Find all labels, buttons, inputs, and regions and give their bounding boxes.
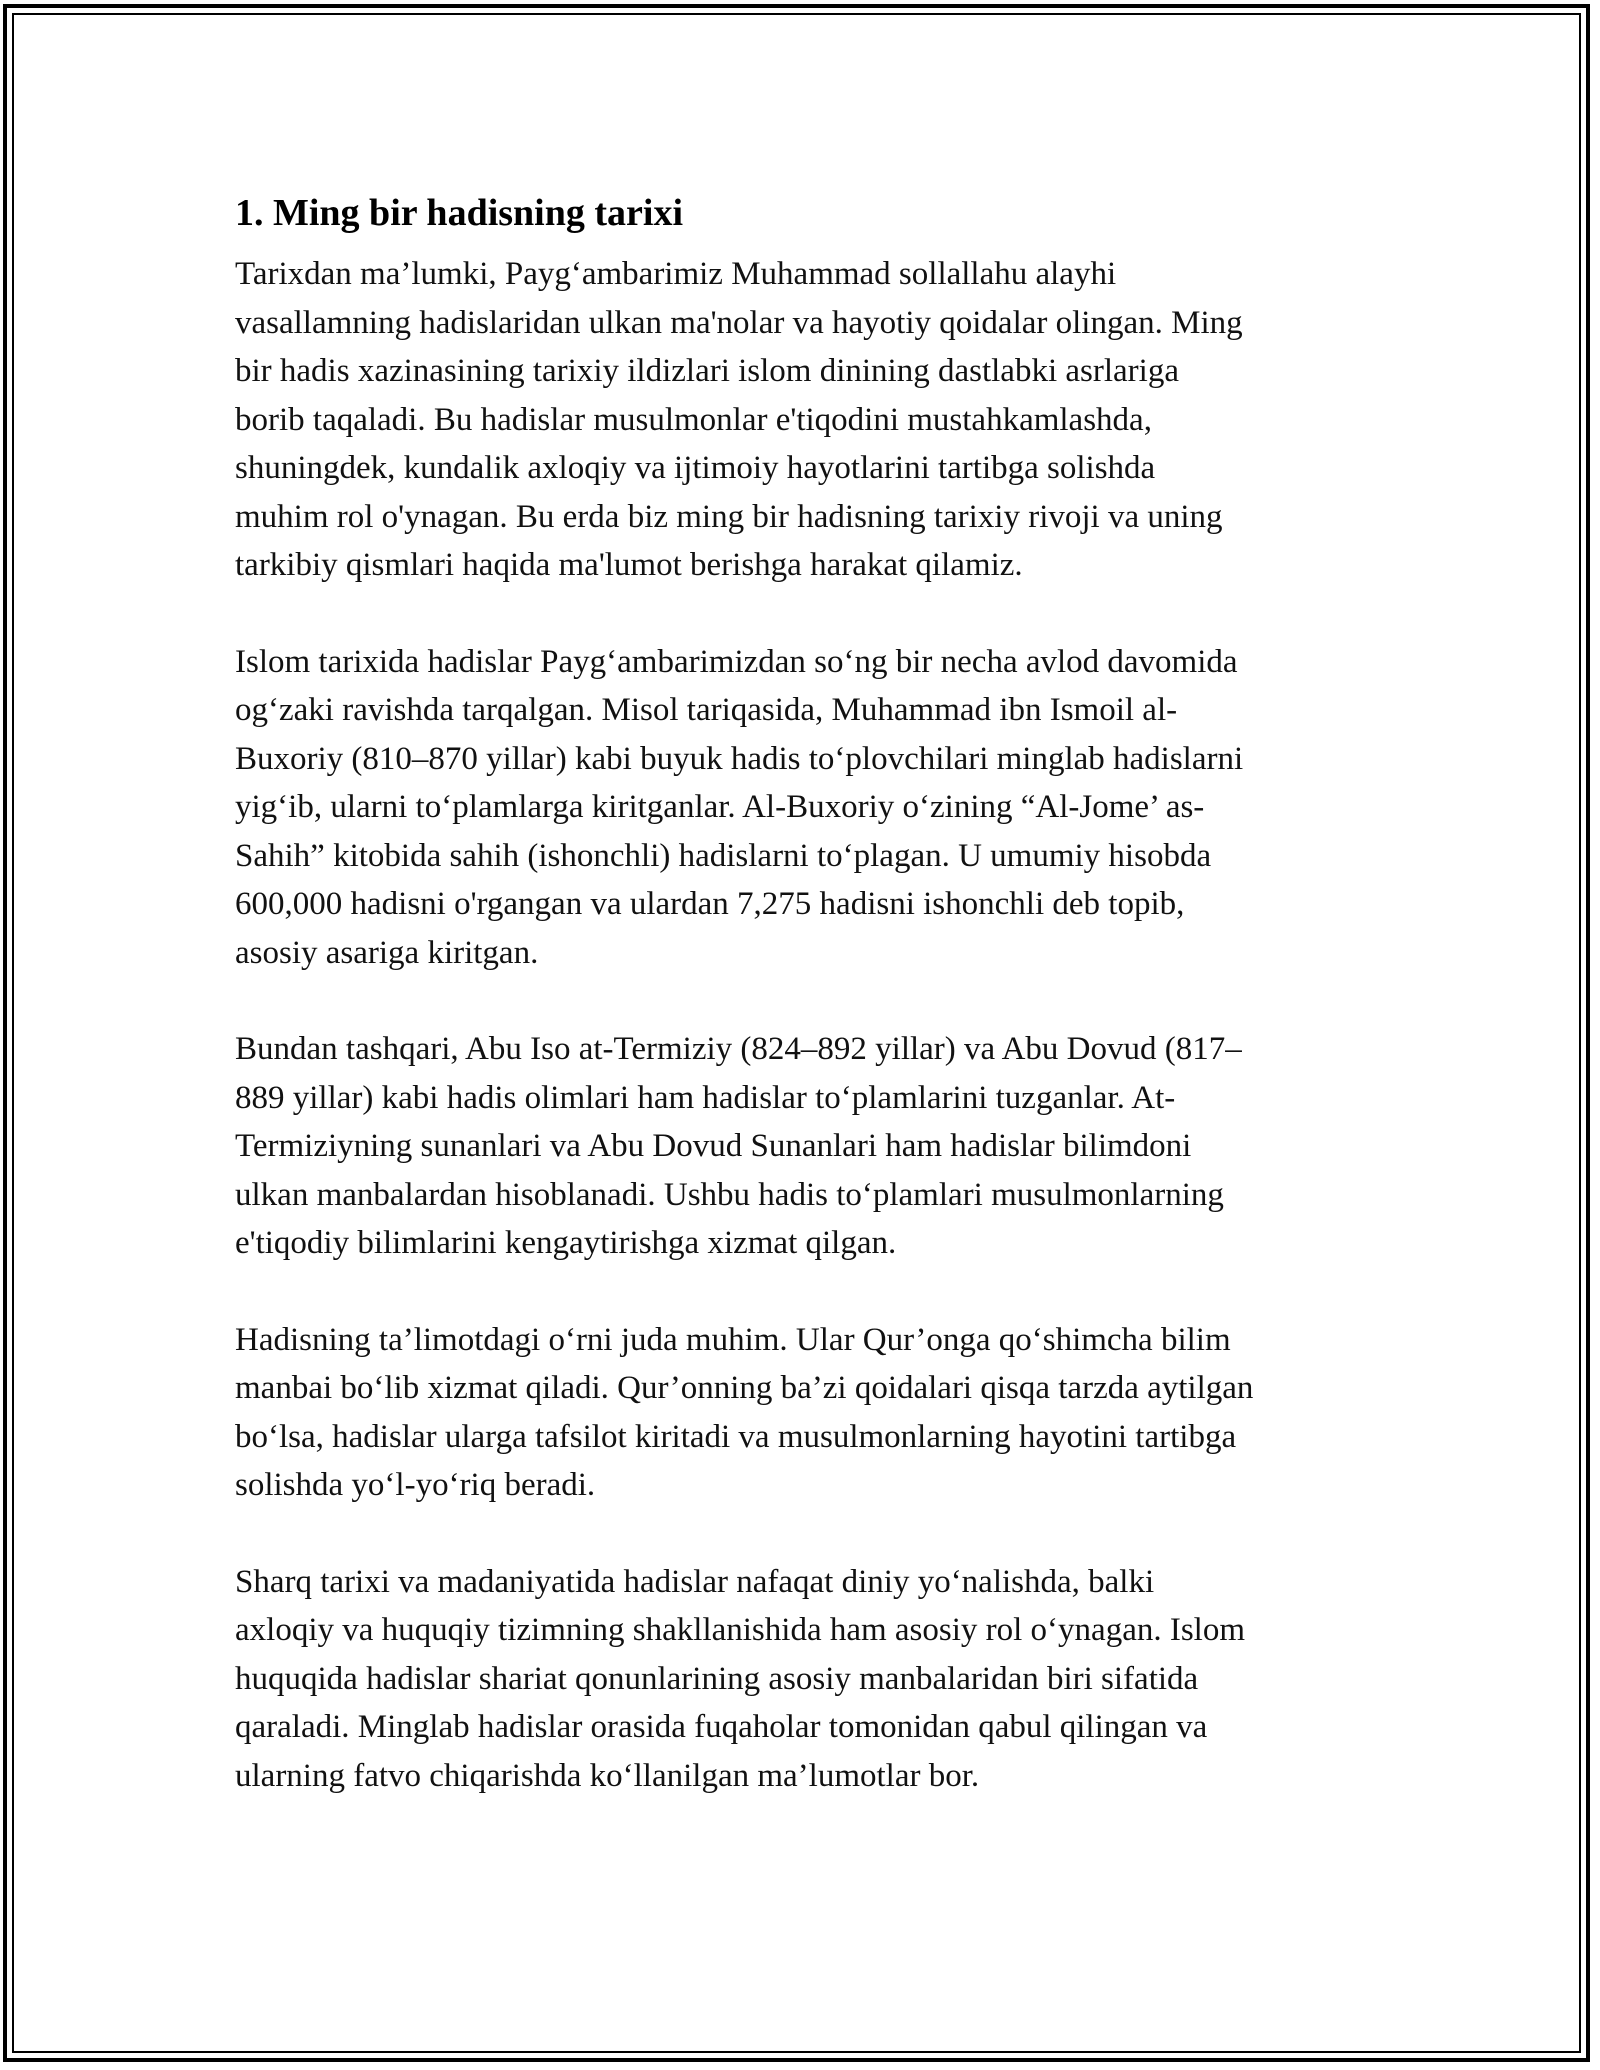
paragraph-line: Hadisning ta’limotdagi o‘rni juda muhim. Ular Qur’onga qo‘shimcha bilim (235, 1321, 1231, 1358)
paragraph-2 (235, 638, 1375, 978)
paragraph-line: ulkan manbalardan hisoblanadi. Ushbu hadis to‘plamlari musulmonlarning (235, 1176, 1224, 1213)
paragraph-line: Bundan tashqari, Abu Iso at-Termiziy (824–892 yillar) va Abu Dovud (817– (235, 1031, 1242, 1067)
paragraph-line: bo‘lsa, hadislar ularga tafsilot kiritadi va musulmonlarning hayotini tartibga (235, 1418, 1237, 1455)
paragraph-line: 889 yillar) kabi hadis olimlari ham hadislar to‘plamlarini tuzganlar. At- (235, 1079, 1176, 1116)
paragraph-line: Tarixdan ma’lumki, Payg‘ambarimiz Muhammad sollallahu alayhi (235, 256, 1117, 292)
paragraph-1 (235, 250, 1375, 590)
paragraph-line: vasallamning hadislaridan ulkan ma'nolar va hayotiy qoidalar olingan. Ming (235, 304, 1243, 341)
paragraph-line: Buxoriy (810–870 yillar) kabi buyuk hadis to‘plovchilari minglab hadislarni (235, 740, 1244, 777)
paragraph-line: qaraladi. Minglab hadislar orasida fuqaholar tomonidan qabul qilingan va (235, 1709, 1208, 1745)
paragraph-line: og‘zaki ravishda tarqalgan. Misol tariqasida, Muhammad ibn Ismoil al- (235, 692, 1178, 728)
paragraph-line: Sahih” kitobida sahih (ishonchli) hadislarni to‘plagan. U umumiy hisobda (235, 837, 1212, 874)
paragraph-line: Sharq tarixi va madaniyatida hadislar nafaqat diniy yo‘nalishda, balki (235, 1563, 1155, 1600)
document-content (235, 186, 1375, 1848)
paragraph-line: Islom tarixida hadislar Payg‘ambarimizdan so‘ng bir necha avlod davomida (235, 643, 1238, 680)
paragraph-line: ularning fatvo chiqarishda ko‘llanilgan ma’lumotlar bor. (235, 1757, 980, 1794)
paragraph-line: bir hadis xazinasining tarixiy ildizlari islom dinining dastlabki asrlariga (235, 353, 1179, 389)
paragraph-5 (235, 1558, 1375, 1801)
paragraph-line: axloqiy va huquqiy tizimning shakllanishida ham asosiy rol o‘ynagan. Islom (235, 1612, 1246, 1648)
paragraph-line: yig‘ib, ularni to‘plamlarga kiritganlar. Al-Buxoriy o‘zining “Al-Jome’ as- (235, 789, 1205, 825)
paragraph-line: asosiy asariga kiritgan. (235, 934, 539, 971)
paragraph-line: borib taqaladi. Bu hadislar musulmonlar e'tiqodini mustahkamlashda, (235, 401, 1152, 438)
paragraph-line: 600,000 hadisni o'rgangan va ulardan 7,275 hadisni ishonchli deb topib, (235, 886, 1185, 922)
paragraph-4 (235, 1316, 1375, 1510)
paragraph-line: shuningdek, kundalik axloqiy va ijtimoiy hayotlarini tartibga solishda (235, 450, 1156, 486)
paragraph-line: muhim rol o'ynagan. Bu erda biz ming bir hadisning tarixiy rivoji va uning (235, 498, 1223, 535)
section-heading: 1. Ming bir hadisning tarixi (235, 192, 684, 234)
paragraph-line: Termiziyning sunanlari va Abu Dovud Sunanlari ham hadislar bilimdoni (235, 1128, 1192, 1164)
paragraph-line: e'tiqodiy bilimlarini kengaytirishga xizmat qilgan. (235, 1225, 897, 1261)
paragraph-line: manbai bo‘lib xizmat qiladi. Qur’onning ba’zi qoidalari qisqa tarzda aytilgan (235, 1370, 1254, 1406)
paragraph-line: tarkibiy qismlari haqida ma'lumot berishga harakat qilamiz. (235, 547, 1023, 583)
paragraph-line: solishda yo‘l-yo‘riq beradi. (235, 1467, 596, 1503)
paragraph-line: huquqida hadislar shariat qonunlarining asosiy manbalaridan biri sifatida (235, 1660, 1199, 1697)
paragraph-3 (235, 1025, 1375, 1268)
